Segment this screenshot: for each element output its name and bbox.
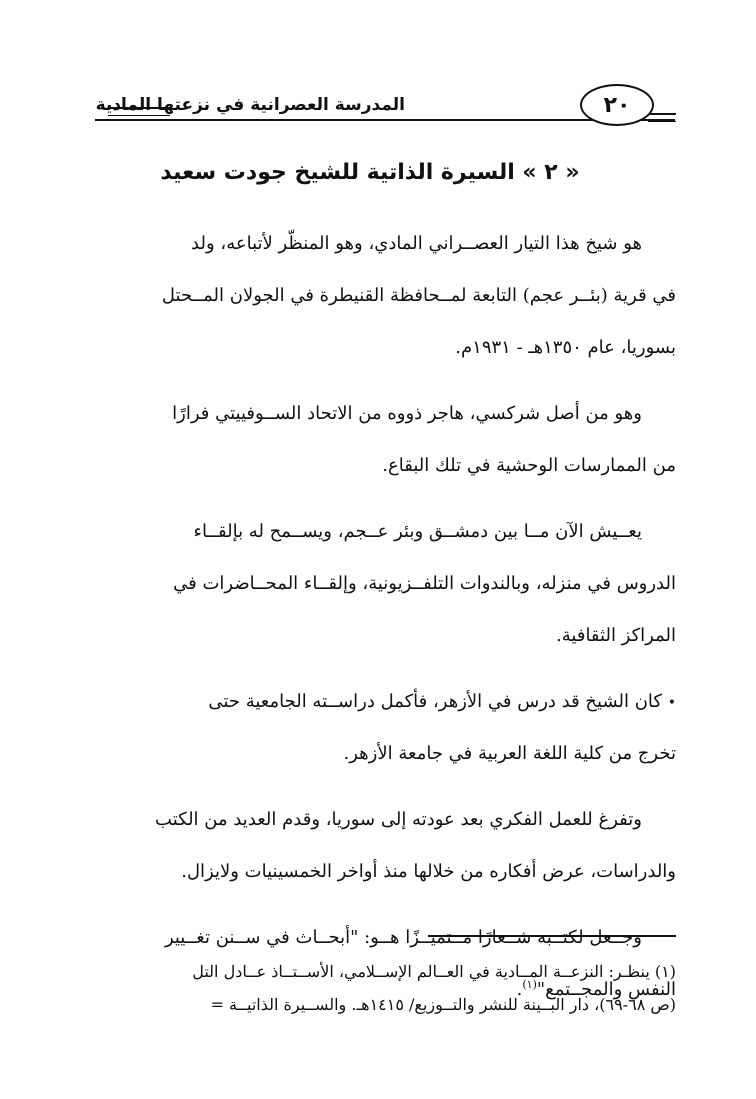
running-title: المدرسة العصرانية في نزعتها المادية xyxy=(95,95,405,115)
page-number: ٢٠ xyxy=(580,84,654,126)
text-line-content: النفس والمجــتمع" xyxy=(536,979,676,1000)
sentence-end: . xyxy=(516,979,523,1000)
text-line: من الممارسات الوحشية في تلك البقاع. xyxy=(382,455,676,476)
text-line: والدراسات، عرض أفكاره من خلالها منذ أواخر الخمسينيات ولايزال. xyxy=(181,861,676,882)
header-rule xyxy=(95,119,675,121)
footnote-line: (١) ينظـر: النزعــة المــادية في العــالم الإســلامي، الأســتــاذ عــادل التل xyxy=(192,962,676,981)
text-line: هو شيخ هذا التيار العصــراني المادي، وهو المنظّر لأتباعه، ولد xyxy=(191,233,642,254)
paragraph xyxy=(92,506,676,662)
footnote-marker[interactable]: (١) xyxy=(522,978,537,991)
footnote-line: (ص ٦٨-٦٩)، دار البــينة للنشر والتــوزيع/ ١٤١٥هـ. والســيرة الذاتيــة = xyxy=(210,995,676,1014)
text-line: المراكز الثقافية. xyxy=(556,625,676,646)
text-line: يعــيش الآن مــا بين دمشــق وبئر عــجم، ويســمح له بإلقــاء xyxy=(193,521,642,542)
text-line: بسوريا، عام ١٣٥٠هـ - ١٩٣١م. xyxy=(455,337,676,358)
section-heading: « ٢ » السيرة الذاتية للشيخ جودت سعيد xyxy=(160,160,580,185)
text-line: الدروس في منزله، وبالندوات التلفــزيونية، وإلقــاء المحــاضرات في xyxy=(173,573,676,594)
paragraph xyxy=(92,388,676,492)
body-text xyxy=(92,218,676,1030)
footnote-rule xyxy=(428,935,676,937)
text-line: وجــعل لكتــبه شــعارًا مــتميــزًا هــو: "أبحــاث في ســنن تغــيير xyxy=(164,927,642,948)
footnotes xyxy=(70,955,676,1021)
text-line: وتفرغ للعمل الفكري بعد عودته إلى سوريا، وقدم العديد من الكتب xyxy=(155,809,642,830)
header-rule-right xyxy=(648,113,676,122)
text-line: وهو من أصل شركسي، هاجر ذووه من الاتحاد الســوفييتي فرارًا xyxy=(172,403,642,424)
bullet-icon: • xyxy=(667,695,676,711)
paragraph xyxy=(92,218,676,374)
text-line: تخرج من كلية اللغة العربية في جامعة الأزهر. xyxy=(343,743,676,764)
text-line xyxy=(92,676,676,728)
text-line: في قرية (بئــر عجم) التابعة لمــحافظة القنيطرة في الجولان المــحتل xyxy=(161,285,676,306)
text-line-content: كان الشيخ قد درس في الأزهر، فأكمل دراســته الجامعية حتى xyxy=(208,691,662,712)
bullet-paragraph xyxy=(92,676,676,780)
paragraph xyxy=(92,794,676,898)
